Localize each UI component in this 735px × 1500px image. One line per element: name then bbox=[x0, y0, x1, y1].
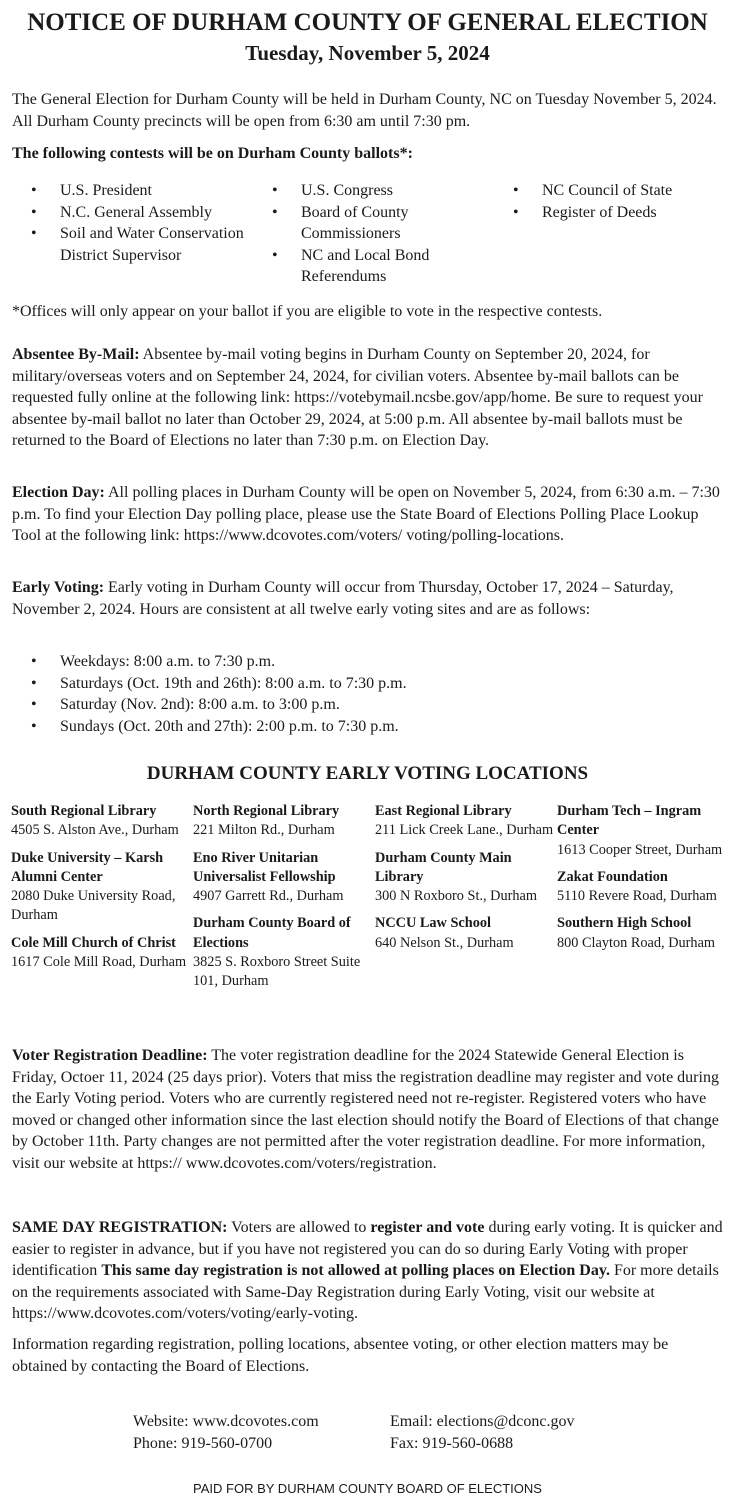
same-day-text: during early voting. It is quicker and easier to register in advance, but if you have not registered you can do so during Early Voting with proper identification bbox=[12, 1219, 723, 1279]
contests-heading: The following contests will be on Durham County ballots*: bbox=[12, 145, 413, 162]
location-item bbox=[557, 914, 735, 953]
contests-note: *Offices will only appear on your ballot if you are eligible to vote in the respective contests. bbox=[12, 303, 603, 320]
same-day-section bbox=[12, 1217, 727, 1325]
election-day-label: Election Day: bbox=[12, 484, 105, 501]
registration-section bbox=[12, 1045, 727, 1174]
hours-item: • Saturday (Nov. 2nd): 8:00 a.m. to 3:00 p.m. bbox=[12, 694, 727, 716]
location-address: 4505 S. Alston Ave., Durham bbox=[11, 822, 179, 839]
contact-left bbox=[133, 1411, 319, 1455]
election-day-text: All polling places in Durham County will be open on November 5, 2024, from 6:30 a.m. – 7:30 p.m. To find your Election Day polling place, please use the State Board of Elections Polling Place Lookup Tool at the following link: https://www.dcovotes.com/voters/ voting/polling-locations. bbox=[12, 484, 720, 544]
location-item bbox=[193, 914, 375, 991]
hours-item: • Weekdays: 8:00 a.m. to 7:30 p.m. bbox=[12, 651, 727, 673]
registration-text: The voter registration deadline for the 2024 Statewide General Election is Friday, Octoer 11, 2024 (25 days prior). Voters that miss the registration deadline may register and vote during the Early Voting period. Voters who are currently registered need not re-register. Registered voters who have moved or changed other information since the last election should notify the Board of Elections of that change by October 11th. Party changes are not permitted after the voter registration deadline. For more information, visit our website at https:// www.dcovotes.com/voters/registration. bbox=[12, 1047, 719, 1172]
location-address: 800 Clayton Road, Durham bbox=[557, 934, 716, 951]
same-day-label: SAME DAY REGISTRATION: bbox=[12, 1219, 228, 1236]
contest-item: • Board of County Commissioners bbox=[253, 202, 494, 245]
same-day-text: For more details on the requirements associated with Same-Day Registration during Early Voting, visit our website at https://www.dcovotes.com/voters/voting/early-voting. bbox=[12, 1262, 719, 1322]
election-day-section bbox=[12, 482, 727, 547]
location-item bbox=[11, 934, 193, 973]
location-name: Eno River Unitarian Universalist Fellowship bbox=[193, 849, 336, 885]
contest-item: • NC and Local Bond Referendums bbox=[253, 245, 494, 288]
email[interactable]: Email: elections@dconc.gov bbox=[390, 1413, 575, 1430]
same-day-text: Voters are allowed to bbox=[227, 1219, 371, 1236]
location-item bbox=[375, 802, 557, 841]
location-item bbox=[375, 849, 557, 907]
location-address: 640 Nelson St., Durham bbox=[375, 934, 514, 951]
location-item bbox=[375, 914, 557, 953]
paid-for-disclaimer: PAID FOR BY DURHAM COUNTY BOARD OF ELECTIONS bbox=[193, 1481, 542, 1496]
location-item bbox=[557, 868, 735, 907]
hours-item: • Saturdays (Oct. 19th and 26th): 8:00 a.m. to 7:30 p.m. bbox=[12, 673, 727, 695]
location-name: East Regional Library bbox=[375, 803, 512, 819]
early-voting-text: Early voting in Durham County will occur from Thursday, October 17, 2024 – Saturday, November 2, 2024. Hours are consistent at all twelve early voting sites and are as follows: bbox=[12, 579, 674, 618]
fax: Fax: 919-560-0688 bbox=[390, 1435, 514, 1452]
location-name: South Regional Library bbox=[11, 803, 157, 819]
location-item bbox=[557, 802, 735, 860]
same-day-emphasis: This same day registration is not allowed at polling places on Election Day. bbox=[101, 1262, 610, 1279]
website[interactable]: Website: www.dcovotes.com bbox=[133, 1413, 319, 1430]
contact-right bbox=[390, 1411, 574, 1455]
early-voting-hours bbox=[12, 651, 727, 737]
contest-item: • U.S. President bbox=[12, 180, 253, 202]
early-voting-section bbox=[12, 577, 727, 620]
contest-item: • Register of Deeds bbox=[494, 202, 724, 224]
locations-heading: DURHAM COUNTY EARLY VOTING LOCATIONS bbox=[146, 763, 589, 784]
location-address: 2080 Duke University Road, Durham bbox=[11, 888, 176, 924]
early-voting-label: Early Voting: bbox=[12, 579, 105, 596]
location-name: Zakat Foundation bbox=[557, 868, 668, 885]
location-address: 221 Milton Rd., Durham bbox=[193, 822, 335, 839]
location-address: 4907 Garrett Rd., Durham bbox=[193, 888, 344, 905]
contest-item: • Soil and Water Conservation District Supervisor bbox=[12, 223, 253, 266]
registration-label: Voter Registration Deadline: bbox=[12, 1047, 208, 1064]
contests-list bbox=[12, 180, 727, 288]
phone: Phone: 919-560-0700 bbox=[133, 1435, 273, 1452]
location-item bbox=[11, 849, 193, 926]
location-name: Southern High School bbox=[557, 915, 692, 932]
location-name: Cole Mill Church of Christ bbox=[11, 934, 176, 951]
location-name: Durham County Board of Elections bbox=[193, 915, 351, 951]
absentee-section bbox=[12, 344, 727, 452]
location-name: Durham Tech – Ingram Center bbox=[557, 803, 702, 839]
locations-grid bbox=[11, 802, 735, 1000]
location-address: 300 N Roxboro St., Durham bbox=[375, 888, 538, 905]
intro-paragraph: The General Election for Durham County will be held in Durham County, NC on Tuesday November 5, 2024. All Durham County precincts will be open from 6:30 am until 7:30 pm. bbox=[12, 91, 717, 130]
location-item bbox=[11, 802, 193, 841]
location-address: 5110 Revere Road, Durham bbox=[557, 888, 717, 905]
location-address: 211 Lick Creek Lane., Durham bbox=[375, 822, 554, 839]
location-address: 1613 Cooper Street, Durham bbox=[557, 841, 723, 858]
location-name: Duke University – Karsh Alumni Center bbox=[11, 849, 164, 885]
absentee-text: Absentee by-mail voting begins in Durham County on September 20, 2024, for military/overseas voters and on September 24, 2024, for civilian voters. Absentee by-mail ballots can be requested fully online at the following link: https://votebymail.ncsbe.gov/app/home. Be sure to request your absentee by-mail ballot no later than October 29, 2024, at 5:00 p.m. All absentee by-mail ballots must be returned to the Board of Elections no later than 7:30 p.m. on Election Day. bbox=[12, 346, 703, 449]
contest-item: • U.S. Congress bbox=[253, 180, 494, 202]
same-day-emphasis: register and vote bbox=[370, 1219, 485, 1236]
location-item bbox=[193, 849, 375, 907]
info-paragraph: Information regarding registration, polling locations, absentee voting, or other election matters may be obtained by contacting the Board of Elections. bbox=[12, 1336, 669, 1375]
location-address: 3825 S. Roxboro Street Suite 101, Durham bbox=[193, 954, 361, 990]
contest-item: • NC Council of State bbox=[494, 180, 724, 202]
absentee-label: Absentee By-Mail: bbox=[12, 346, 140, 363]
contest-item: • N.C. General Assembly bbox=[12, 202, 253, 224]
location-name: North Regional Library bbox=[193, 803, 340, 819]
location-name: Durham County Main Library bbox=[375, 849, 512, 885]
location-item bbox=[193, 802, 375, 841]
location-address: 1617 Cole Mill Road, Durham bbox=[11, 954, 187, 971]
page-subtitle: Tuesday, November 5, 2024 bbox=[245, 41, 490, 65]
hours-item: • Sundays (Oct. 20th and 27th): 2:00 p.m. to 7:30 p.m. bbox=[12, 716, 727, 738]
location-name: NCCU Law School bbox=[375, 915, 491, 932]
page-title: NOTICE OF DURHAM COUNTY OF GENERAL ELECTION bbox=[27, 9, 708, 36]
